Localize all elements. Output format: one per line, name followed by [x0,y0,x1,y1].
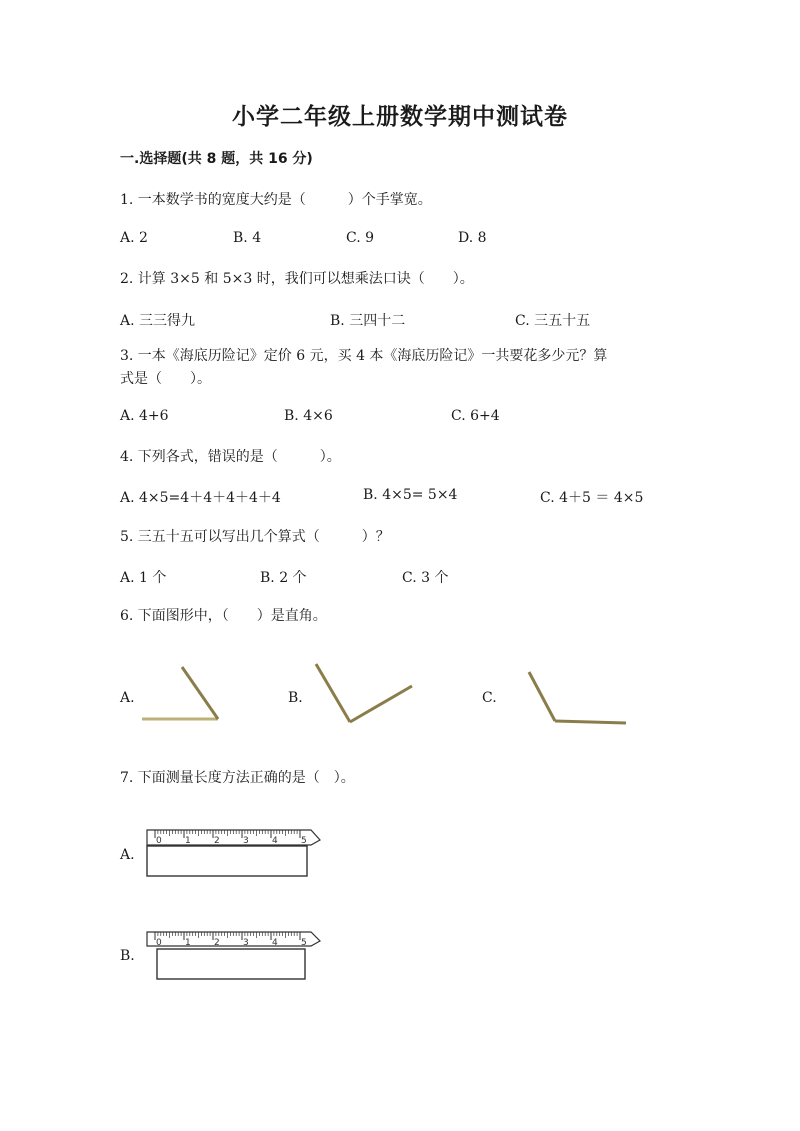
q5-option-b[interactable]: B. 2 个 [260,570,307,586]
angle-c-side [529,672,555,721]
q7-option-a[interactable]: A. [120,847,135,863]
angle-b-right [350,686,412,722]
ruler-tick-label: 4 [272,938,278,948]
angle-c-base [555,721,626,723]
question-3-line-1: 3. 一本《海底历险记》定价 6 元，买 4 本《海底历险记》一共要花多少元？算 [120,348,608,364]
question-5: 5. 三五十五可以写出几个算式（ ）？ [120,529,390,545]
q3-option-a[interactable]: A. 4+6 [120,408,169,424]
q6-option-b[interactable]: B. [288,690,303,706]
section-heading: 一.选择题(共 8 题，共 16 分) [120,151,313,167]
q4-option-b[interactable]: B. 4×5= 5×4 [363,487,458,503]
ruler-tick-label: 2 [214,938,220,948]
question-4: 4. 下列各式，错误的是（ ）。 [120,449,341,465]
angle-c-figure [529,672,626,723]
ruler-tick-label: 4 [272,836,278,846]
q5-option-a[interactable]: A. 1 个 [120,570,167,586]
q7-option-b[interactable]: B. [120,948,135,964]
q4-option-c[interactable]: C. 4＋5 ＝ 4×5 [540,490,644,506]
q1-option-a[interactable]: A. 2 [120,230,148,246]
question-2: 2. 计算 3×5 和 5×3 时，我们可以想乘法口诀（ ）。 [120,271,474,287]
angle-b-left [316,664,350,722]
angle-a-figure [142,667,218,719]
angle-b-figure [316,664,412,722]
question-7: 7. 下面测量长度方法正确的是（ ）。 [120,770,355,786]
measured-rect-b [157,949,305,979]
ruler-tick-label: 1 [185,836,191,846]
q3-option-b[interactable]: B. 4×6 [284,408,333,424]
ruler-tick-label: 1 [185,938,191,948]
q2-option-b[interactable]: B. 三四十二 [330,313,406,329]
ruler-tick-label: 5 [301,938,307,948]
q4-option-a[interactable]: A. 4×5=4＋4＋4＋4＋4 [120,490,281,506]
q1-option-b[interactable]: B. 4 [233,230,262,246]
q6-option-a[interactable]: A. [120,690,135,706]
q5-option-c[interactable]: C. 3 个 [402,570,449,586]
ruler-tick-label: 0 [156,836,162,846]
ruler-a [147,830,320,876]
measured-rect-a [147,846,307,876]
angle-a-side [182,667,218,719]
q2-option-c[interactable]: C. 三五十五 [515,313,591,329]
question-1: 1. 一本数学书的宽度大约是（ ）个手掌宽。 [120,192,432,208]
q1-option-d[interactable]: D. 8 [458,230,487,246]
ruler-tick-label: 5 [301,836,307,846]
q6-option-c[interactable]: C. [482,690,497,706]
q1-option-c[interactable]: C. 9 [346,230,375,246]
q3-option-c[interactable]: C. 6+4 [451,408,500,424]
ruler-tick-label: 2 [214,836,220,846]
ruler-tick-label: 3 [243,836,249,846]
ruler-tick-label: 0 [156,938,162,948]
page-title: 小学二年级上册数学期中测试卷 [232,103,568,130]
ruler-b [147,932,320,979]
question-6: 6. 下面图形中，（ ）是直角。 [120,608,327,624]
question-3-line-2: 式是（ ）。 [120,371,211,387]
q2-option-a[interactable]: A. 三三得九 [120,313,196,329]
ruler-tick-label: 3 [243,938,249,948]
